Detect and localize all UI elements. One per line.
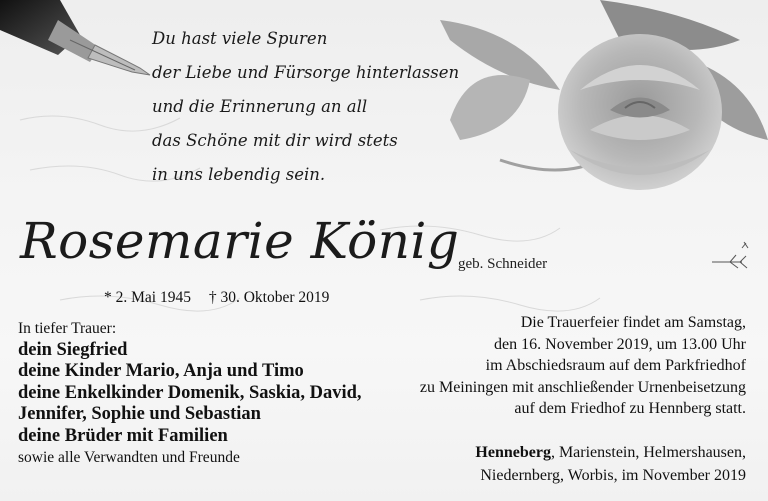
mourners-list xyxy=(18,318,378,469)
deceased-name: Rosemarie König xyxy=(20,212,460,270)
poem-line: Du hast viele Spuren xyxy=(152,29,328,48)
poem-line: das Schöne mit dir wird stets xyxy=(152,131,398,150)
mourner-line: deine Kinder Mario, Anja und Timo xyxy=(18,361,304,381)
funeral-line: im Abschiedsraum auf dem Parkfriedhof xyxy=(485,357,746,374)
funeral-line: Die Trauerfeier findet am Samstag, xyxy=(520,314,746,331)
mourners-intro: In tiefer Trauer: xyxy=(18,320,117,337)
poem-line: der Liebe und Fürsorge hinterlassen xyxy=(152,63,460,82)
dandelion-icon xyxy=(712,242,748,268)
funeral-line: den 16. November 2019, um 13.00 Uhr xyxy=(494,335,746,353)
deceased-name-row xyxy=(20,212,459,292)
mourner-line: dein Siegfried xyxy=(18,339,128,360)
funeral-line: auf dem Friedhof zu Hennberg statt. xyxy=(514,400,746,417)
place-town: Henneberg xyxy=(475,444,551,461)
funeral-details xyxy=(366,312,746,420)
funeral-line: zu Meiningen mit anschließender Urnenbeisetzung xyxy=(419,378,746,396)
mourners-outro: sowie alle Verwandten und Freunde xyxy=(18,449,240,466)
place-line-2: Niedernberg, Worbis, im November 2019 xyxy=(480,467,746,484)
birth-date: * 2. Mai 1945 xyxy=(104,289,191,306)
maiden-name: geb. Schneider xyxy=(458,256,548,272)
poem-line: und die Erinnerung an all xyxy=(152,97,368,116)
rose-icon xyxy=(440,0,768,190)
memorial-poem xyxy=(152,22,482,192)
fountain-pen-icon xyxy=(0,0,150,75)
place-rest: , Marienstein, Helmershausen, xyxy=(550,444,746,461)
place-line-1 xyxy=(366,441,746,464)
mourner-line: Jennifer, Sophie und Sebastian xyxy=(18,404,261,424)
life-dates xyxy=(104,289,343,307)
mourner-line: deine Brüder mit Familien xyxy=(18,425,228,446)
place-and-date xyxy=(366,441,746,487)
mourner-line: deine Enkelkinder Domenik, Saskia, David, xyxy=(18,382,362,403)
poem-line: in uns lebendig sein. xyxy=(152,165,326,184)
death-date: † 30. Oktober 2019 xyxy=(208,289,330,306)
